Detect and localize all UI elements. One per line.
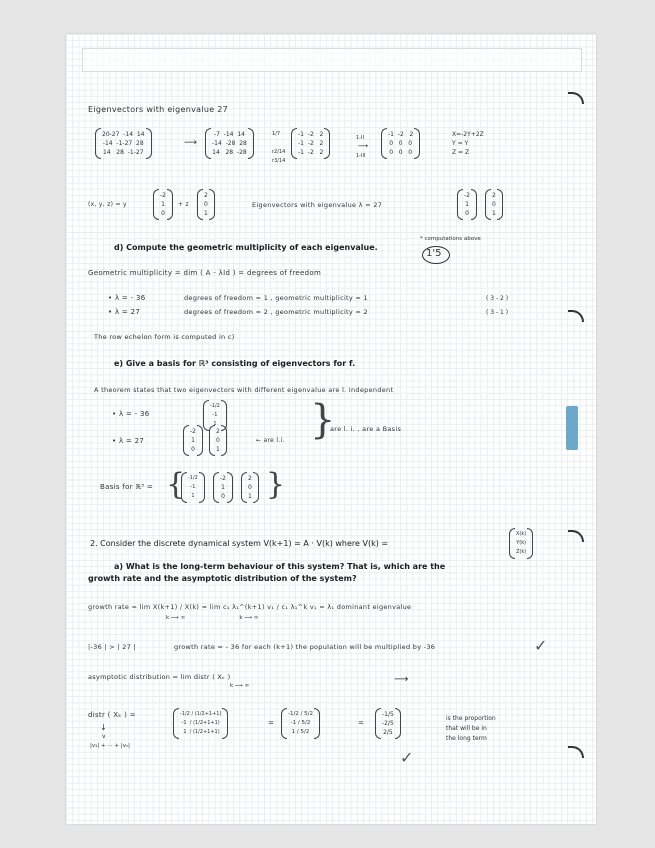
notebook-page bbox=[66, 34, 596, 824]
vector-1: -2 1 0 bbox=[160, 192, 166, 217]
distr-matrix-3: -1/5 -2/5 2/5 bbox=[382, 711, 394, 736]
e-lambda-1: • λ = - 36 bbox=[112, 410, 150, 418]
matrix-step-3: -1 -2 2 -1 -2 2 -1 -2 2 bbox=[298, 131, 324, 156]
eigen-compare: |-36 | > | 27 | bbox=[88, 643, 136, 651]
matrix-a-minus-27: 20-27 -14 14 -14 -1-27 28 14 28 -1-27 bbox=[102, 131, 145, 156]
basis-vector-2: -2 1 0 bbox=[220, 475, 226, 500]
param-equations: X=-2Y+2Z Y = Y Z = Z bbox=[452, 131, 484, 156]
distr-matrix-1: -1/2 / (1/2+1+1) -1 / (1/2+1+1) 1 / (1/2+1+1) bbox=[180, 711, 222, 735]
vk-vector: X(k) Y(k) Z(k) bbox=[516, 531, 527, 555]
result-vector-1: -2 1 0 bbox=[464, 192, 470, 217]
lambda-1: • λ = - 36 bbox=[108, 294, 146, 302]
row-reduce-arrow: ⟶ bbox=[184, 138, 197, 148]
page-tab bbox=[566, 406, 578, 450]
growth-rate-limit: k ⟶ ∞ k ⟶ ∞ bbox=[166, 615, 259, 621]
plus-z: + z bbox=[178, 201, 189, 208]
distr-v: v bbox=[102, 733, 106, 740]
row-echelon-note: The row echelon form is computed in c) bbox=[94, 333, 235, 341]
lambda-2: • λ = 27 bbox=[108, 308, 141, 316]
matrix-step-4: -1 -2 2 0 0 0 0 0 0 bbox=[388, 131, 414, 156]
part-d-note: * computations above bbox=[420, 236, 481, 242]
e-are-li: ← are l.i. bbox=[256, 437, 285, 444]
geometric-definition: Geometric multiplicity = dim ( A - λId ) = degrees of freedom bbox=[88, 269, 322, 277]
growth-rate-definition: growth rate = lim X(k+1) / X(k) ≈ lim c₁ λ₁^(k+1) v₁ / c₁ λ₁^k v₁ = λ₁ dominant eigenvalue bbox=[88, 603, 412, 611]
distr-matrix-2: -1/2 / 5/2 -1 / 5/2 1 / 5/2 bbox=[288, 711, 314, 735]
vector-2: 2 0 1 bbox=[204, 192, 208, 217]
asymptotic-limit: k ⟶ ∞ bbox=[230, 683, 250, 689]
part-e-title: e) Give a basis for ℝ³ consisting of eigenvectors for f. bbox=[114, 359, 356, 368]
distr-label: distr ( Xₖ ) = bbox=[88, 711, 136, 719]
lambda-1-text: degrees of freedom = 1 , geometric multiplicity = 1 bbox=[184, 294, 368, 302]
e-vector-27b: 2 0 1 bbox=[216, 428, 220, 453]
distr-norm: |v₁| + ⋯ + |vₙ| bbox=[90, 743, 131, 749]
basis-label: Basis for ℝ³ = bbox=[100, 483, 154, 491]
basis-vector-3: 2 0 1 bbox=[248, 475, 252, 500]
eigen27-result: Eigenvectors with eigenvalue λ = 27 bbox=[252, 201, 383, 209]
equals-1: = bbox=[268, 719, 275, 727]
lambda-2-ref: ( 3 - 1 ) bbox=[486, 309, 509, 316]
row-ops-2: 1-II 1-III bbox=[356, 135, 366, 159]
page-header-box bbox=[82, 48, 582, 72]
basis-close-brace: } bbox=[266, 467, 286, 502]
lambda-2-text: degrees of freedom = 2 , geometric multiplicity = 2 bbox=[184, 308, 368, 316]
eigen27-title: Eigenvectors with eigenvalue 27 bbox=[88, 105, 229, 114]
proportion-note: is the proportion that will be in the long term bbox=[446, 715, 496, 742]
e-brace: } bbox=[310, 397, 336, 443]
row-ops-1: 1/7 r2/14 r3/14 bbox=[272, 131, 286, 164]
check-mark-1: ✓ bbox=[534, 636, 548, 655]
e-brace-text: are l. i. , are a Basis bbox=[330, 425, 402, 433]
e-vector-36: -1/2 -1 1 bbox=[210, 403, 220, 427]
row-reduce-arrow-2: ⟶ bbox=[358, 142, 369, 150]
basis-vector-1: -1/2 -1 1 bbox=[188, 475, 198, 499]
part-d-title: d) Compute the geometric multiplicity of each eigenvalue. bbox=[114, 243, 378, 252]
result-vector-2: 2 0 1 bbox=[492, 192, 496, 217]
check-mark-2: ✓ bbox=[400, 748, 414, 767]
param-solution: (x, y, z) = y bbox=[88, 201, 127, 208]
part-a-title-2: growth rate and the asymptotic distribution of the system? bbox=[88, 574, 357, 583]
distr-down-arrow: ↓ bbox=[100, 723, 107, 732]
growth-rate-value: growth rate = - 36 for each (k+1) the population will be multiplied by -36 bbox=[174, 643, 436, 651]
question-2: 2. Consider the discrete dynamical system V(k+1) = A · V(k) where V(k) = bbox=[90, 539, 389, 548]
part-a-title: a) What is the long-term behaviour of this system? That is, which are the bbox=[114, 562, 446, 571]
lambda-1-ref: ( 3 - 2 ) bbox=[486, 295, 509, 302]
theorem-statement: A theorem states that two eigenvectors with different eigenvalue are l. independent bbox=[94, 386, 394, 394]
equals-2: = bbox=[358, 719, 365, 727]
asymptotic-arrow: ⟶ bbox=[394, 674, 409, 685]
part-d-score: 1'5 bbox=[426, 248, 442, 259]
e-vector-27a: -2 1 0 bbox=[190, 428, 196, 453]
asymptotic-definition: asymptotic distribution = lim distr ( Xₖ ) bbox=[88, 673, 231, 681]
basis-open-brace: { bbox=[166, 467, 186, 502]
e-lambda-2: • λ = 27 bbox=[112, 437, 145, 445]
matrix-step-2: -7 -14 14 -14 -28 28 14 28 -28 bbox=[212, 131, 247, 156]
